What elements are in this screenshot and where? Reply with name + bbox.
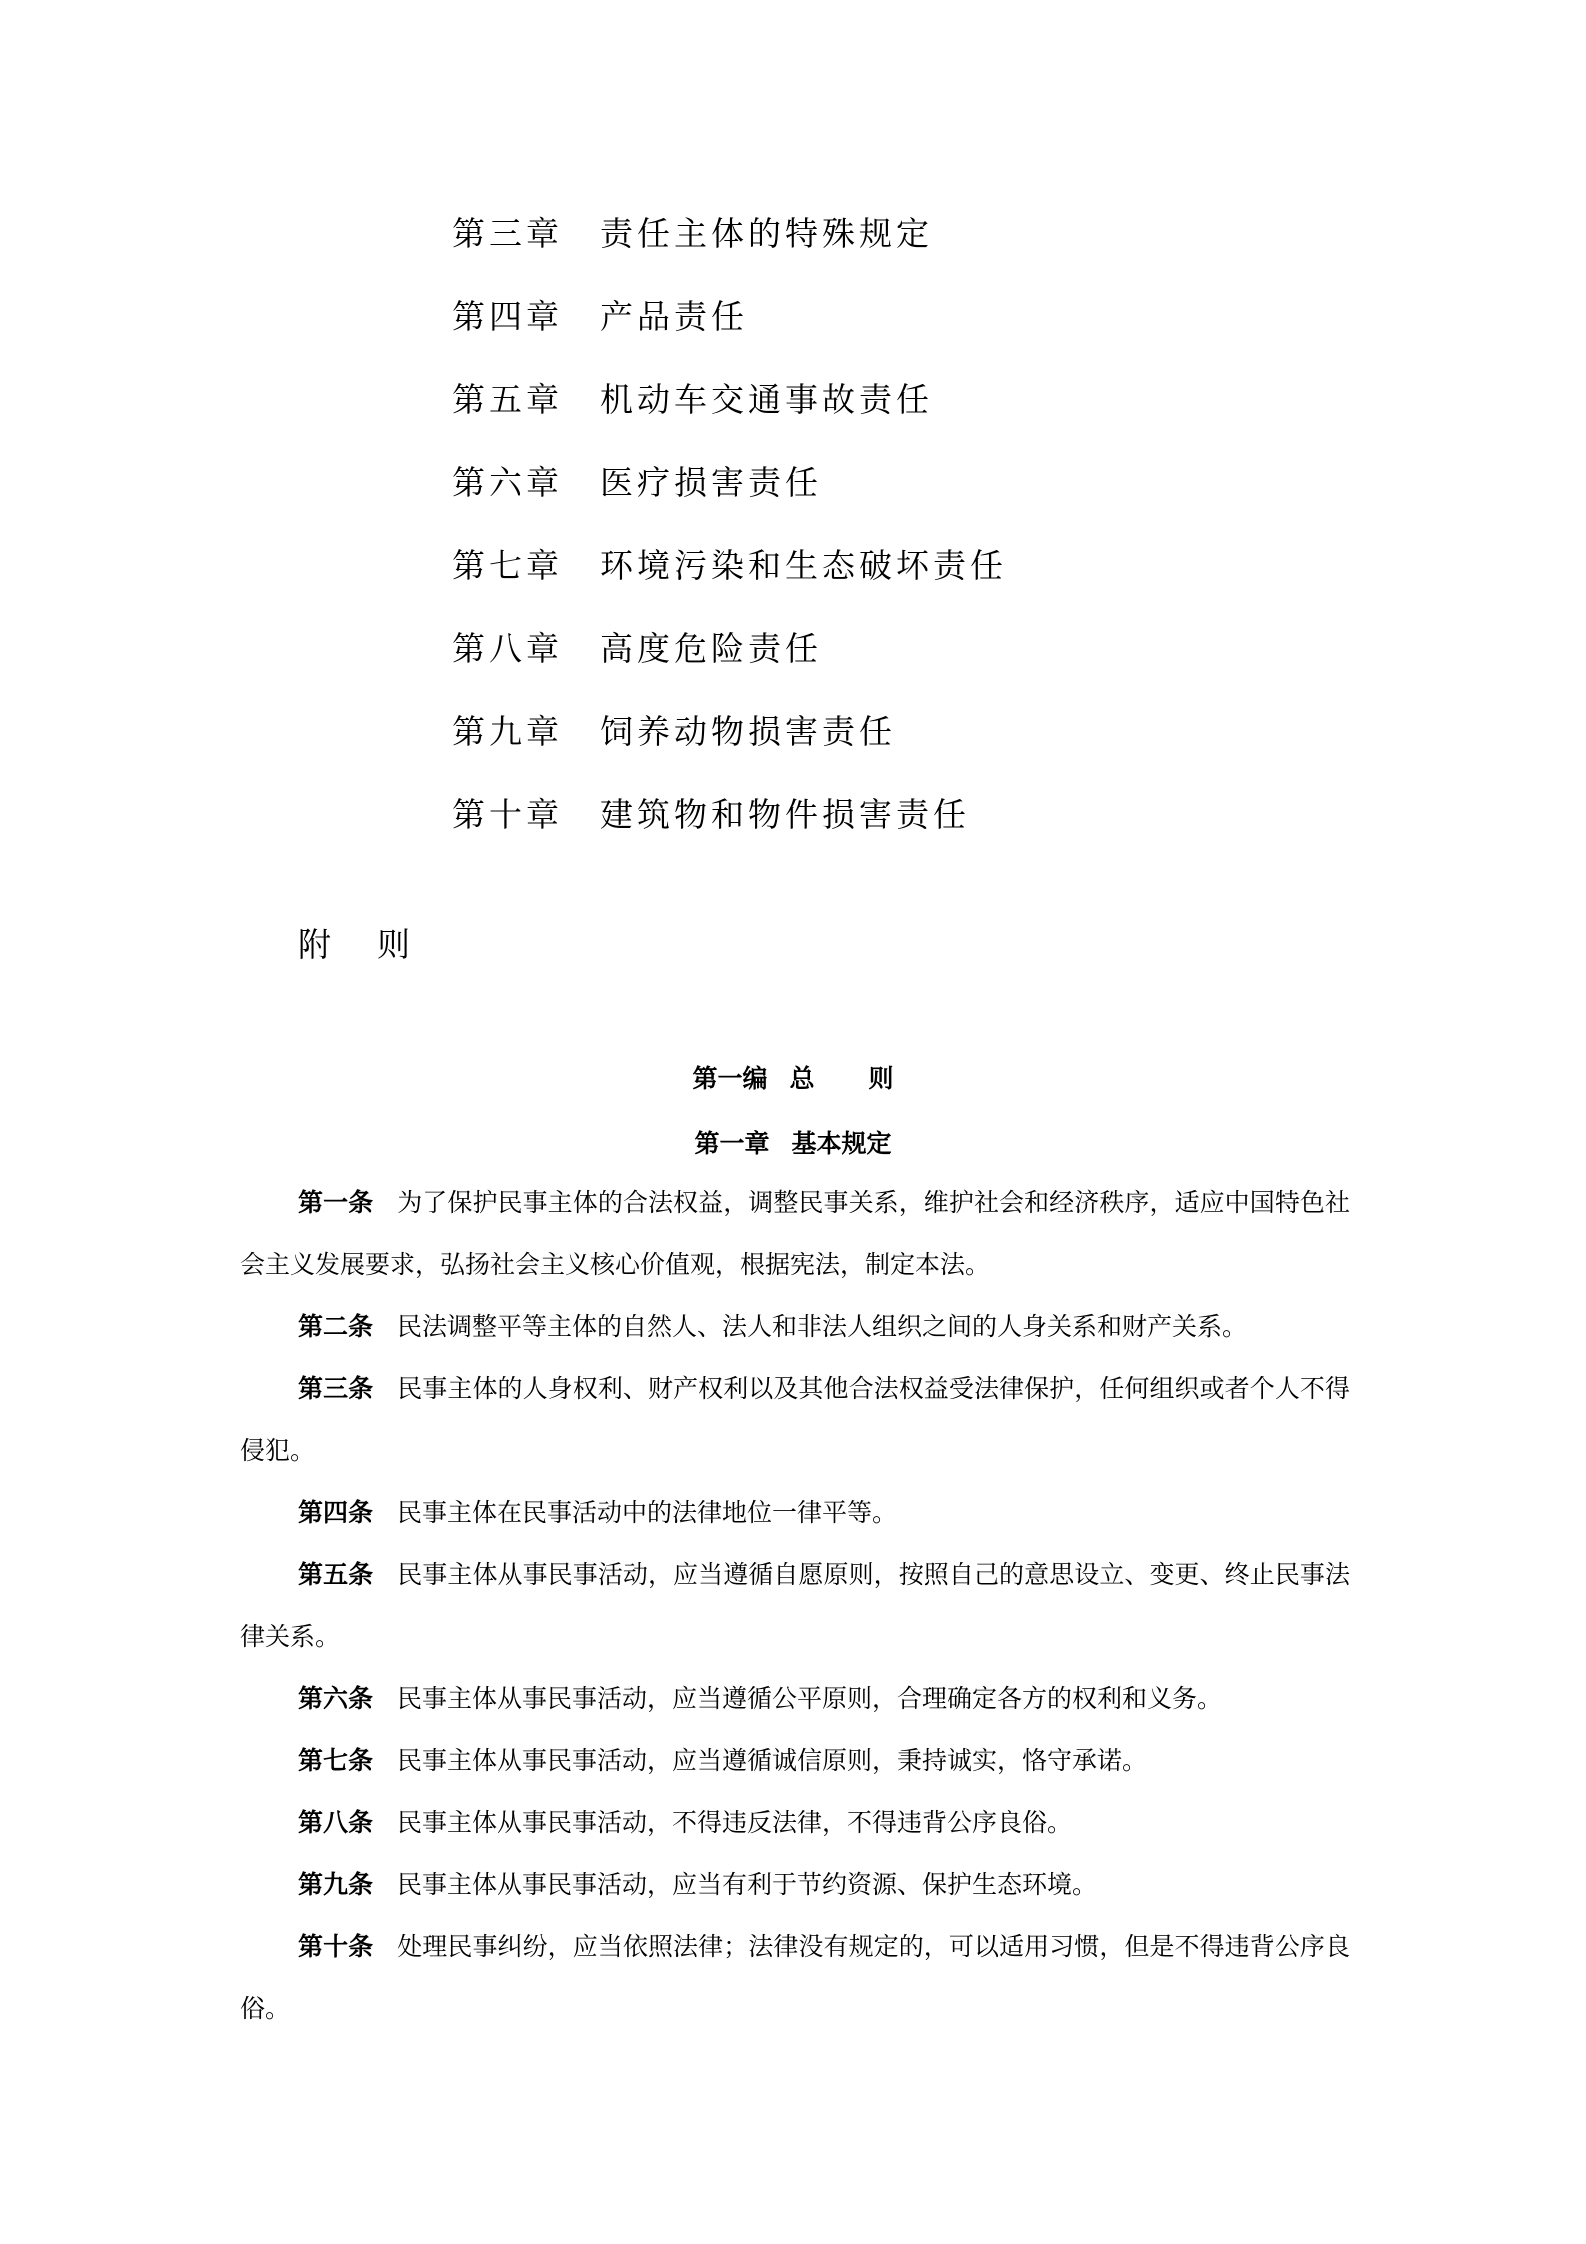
toc-chapter-number: 第十章 <box>452 795 563 834</box>
article-text: 民事主体从事民事活动，应当有利于节约资源、保护生态环境。 <box>397 1870 1098 1899</box>
toc-chapter-title: 高度危险责任 <box>600 629 822 668</box>
chapter-heading <box>0 1128 1586 1160</box>
article-text: 民事主体的人身权利、财产权利以及其他合法权益受法律保护，任何组织或者个人不得侵犯。 <box>240 1374 1350 1465</box>
article <box>240 1482 1350 1544</box>
toc-chapter-title: 产品责任 <box>600 297 748 336</box>
article-text: 民事主体从事民事活动，应当遵循公平原则，合理确定各方的权利和义务。 <box>397 1684 1223 1713</box>
chapter-title: 基本规定 <box>791 1129 892 1158</box>
toc-chapter-number: 第九章 <box>452 712 563 751</box>
article-text: 为了保护民事主体的合法权益，调整民事关系，维护社会和经济秩序，适应中国特色社会主义发展要求，弘扬社会主义核心价值观，根据宪法，制定本法。 <box>240 1188 1350 1279</box>
toc-chapter-title: 饲养动物损害责任 <box>600 712 896 751</box>
toc-chapter-title: 机动车交通事故责任 <box>600 380 933 419</box>
toc-chapter-title: 建筑物和物件损害责任 <box>600 795 970 834</box>
article-label: 第一条 <box>298 1188 374 1217</box>
article-label: 第七条 <box>298 1746 374 1775</box>
part-heading <box>0 1063 1586 1095</box>
appendix-char-2: 则 <box>377 925 410 964</box>
article <box>240 1296 1350 1358</box>
toc-chapter-number: 第六章 <box>452 463 563 502</box>
article <box>240 1730 1350 1792</box>
toc-chapter-title: 医疗损害责任 <box>600 463 822 502</box>
article-label: 第九条 <box>298 1870 374 1899</box>
article-label: 第八条 <box>298 1808 374 1837</box>
toc-item <box>452 546 1007 586</box>
part-title-a: 总 <box>789 1064 815 1093</box>
toc-appendix <box>298 925 410 965</box>
part-number: 第一编 <box>692 1064 768 1093</box>
article-label: 第十条 <box>298 1932 374 1961</box>
article <box>240 1358 1350 1482</box>
toc-chapter-title: 环境污染和生态破坏责任 <box>600 546 1007 585</box>
toc-chapter-number: 第五章 <box>452 380 563 419</box>
article-label: 第二条 <box>298 1312 374 1341</box>
article <box>240 1172 1350 1296</box>
toc-item <box>452 214 933 254</box>
article <box>240 1792 1350 1854</box>
article-text: 民事主体从事民事活动，应当遵循诚信原则，秉持诚实，恪守承诺。 <box>397 1746 1148 1775</box>
article-label: 第三条 <box>298 1374 374 1403</box>
article-text: 处理民事纠纷，应当依照法律；法律没有规定的，可以适用习惯，但是不得违背公序良俗。 <box>240 1932 1350 2023</box>
article <box>240 1668 1350 1730</box>
chapter-number: 第一章 <box>694 1129 770 1158</box>
article-text: 民事主体在民事活动中的法律地位一律平等。 <box>397 1498 898 1527</box>
toc-item <box>452 297 748 337</box>
article-label: 第四条 <box>298 1498 374 1527</box>
toc-item <box>452 463 822 503</box>
toc-item <box>452 795 970 835</box>
article-text: 民法调整平等主体的自然人、法人和非法人组织之间的人身关系和财产关系。 <box>397 1312 1248 1341</box>
article-text: 民事主体从事民事活动，不得违反法律，不得违背公序良俗。 <box>397 1808 1073 1837</box>
article <box>240 1854 1350 1916</box>
part-title-b: 则 <box>868 1064 894 1093</box>
article-text: 民事主体从事民事活动，应当遵循自愿原则，按照自己的意思设立、变更、终止民事法律关系。 <box>240 1560 1350 1651</box>
article <box>240 1916 1350 2040</box>
appendix-char-1: 附 <box>298 925 331 964</box>
toc-item <box>452 380 933 420</box>
article <box>240 1544 1350 1668</box>
toc-chapter-number: 第七章 <box>452 546 563 585</box>
toc-item <box>452 629 822 669</box>
toc-chapter-number: 第四章 <box>452 297 563 336</box>
article-label: 第六条 <box>298 1684 374 1713</box>
toc-item <box>452 712 896 752</box>
toc-chapter-title: 责任主体的特殊规定 <box>600 214 933 253</box>
toc-chapter-number: 第八章 <box>452 629 563 668</box>
toc-chapter-number: 第三章 <box>452 214 563 253</box>
article-label: 第五条 <box>298 1560 374 1589</box>
